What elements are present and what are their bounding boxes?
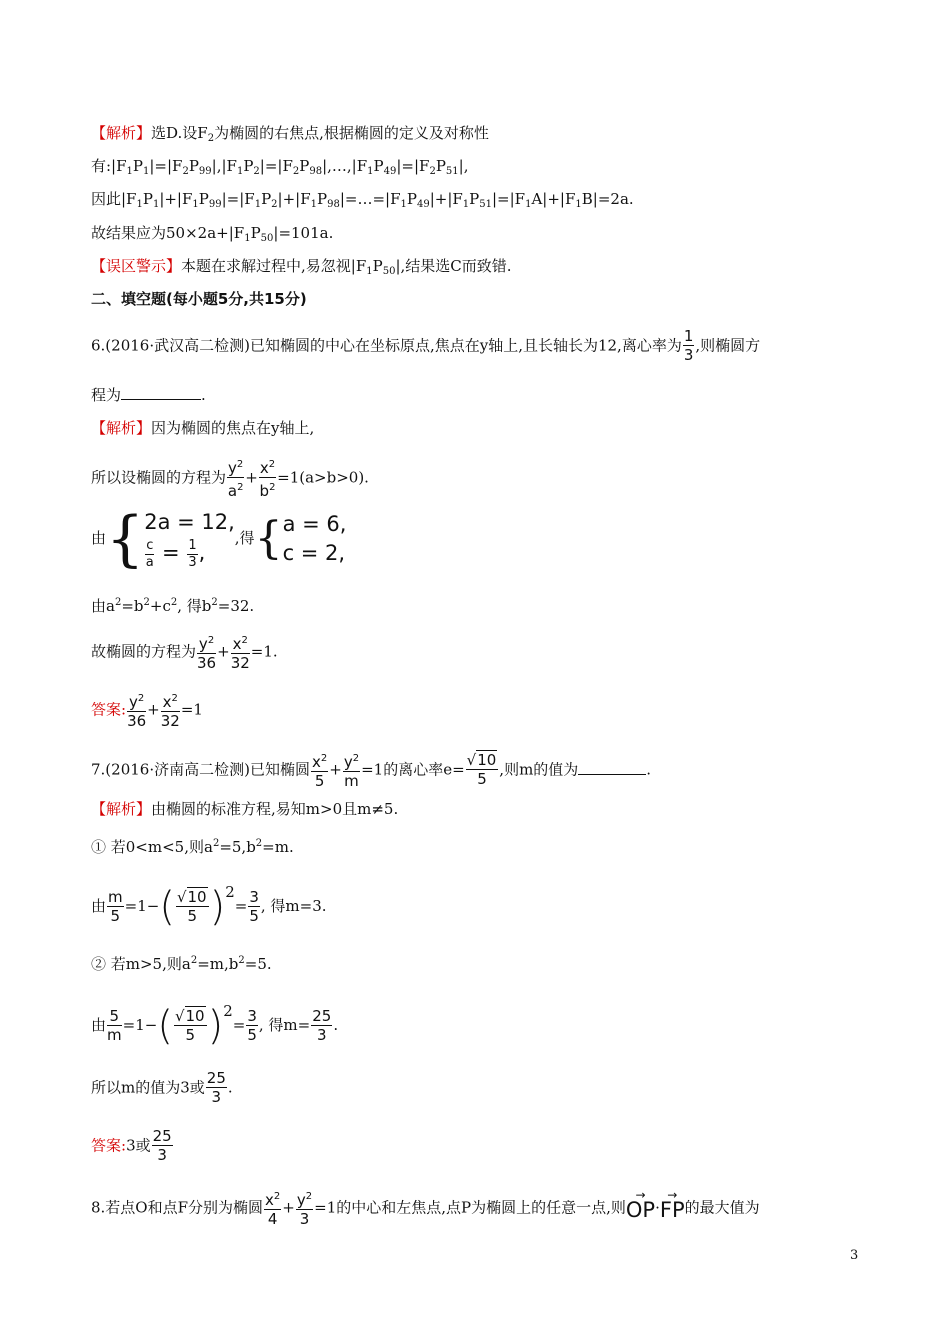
q7-case1-eq: 由 $\frac{m}{5}$ =1−( $\frac{√10}{5}$ )2= $\frac{3}{5}$ , 得m=3. xyxy=(91,883,327,930)
q5-analysis-line3: 因此$|F_1P_1|+|F_1P_{99}|=|F_1P_2|+|F_1P_{98}|=\dots=|F_1P_{49}|+|F_1P_{51}|=|F_1A|+|F_1B|=2a$. xyxy=(91,190,634,210)
vector-op: → OP xyxy=(625,1187,656,1222)
q6-stem: 6.(2016·武汉高二检测)已知椭圆的中心在坐标原点,焦点在y轴上,且长轴长为12,离心率为 $\frac{1}{3}$ ,则椭圆方 xyxy=(91,327,761,364)
q6-conclusion: 故椭圆的方程为 $\frac{y^2}{36}$ + $\frac{x^2}{32}$ =1. xyxy=(91,632,278,673)
q7-so: 所以m的值为3或 $\frac{25}{3}$ . xyxy=(91,1069,233,1106)
analysis-tag: 【解析】 xyxy=(91,124,152,142)
q6-answer: 答案: $\frac{y^2}{36}$ + $\frac{x^2}{32}$ =1 xyxy=(91,690,203,731)
q7-stem: 7.(2016·济南高二检测)已知椭圆 $\frac{x^2}{5}$ + $\frac{y^2}{m}$ =1的离心率e= $\frac{√10}{5}$ ,则m的值为 . xyxy=(91,751,652,790)
system-left: 2a = 12, $\frac{c}{a}$ = $\frac{1}{3}$ , xyxy=(144,510,235,570)
q7-case2-eq: 由 $\frac{5}{m}$ =1−( $\frac{√10}{5}$ )2= $\frac{3}{5}$ , 得m= $\frac{25}{3}$ . xyxy=(91,1002,339,1049)
q7-analysis: 【解析】由椭圆的标准方程,易知m>0且m≠5. xyxy=(91,800,399,818)
q6-derive: 由$a^2=b^2+c^2$, 得$b^2=32$. xyxy=(91,597,255,615)
fraction-x2-b2: $\frac{x^2}{b^2}$ xyxy=(259,456,276,501)
q7-case1: ① 若0<m<5,则$a^2=5,b^2=m$. xyxy=(91,838,294,856)
q5-analysis-line2: 有$:|F_1P_1|=|F_2P_{99}|,|F_1P_2|=|F_2P_{98}|,\dots,|F_1P_{49}|=|F_2P_{51}|$, xyxy=(91,157,469,177)
q5-warning: 【误区警示】本题在求解过程中,易忽视$|F_1P_{50}|$,结果选C而致错. xyxy=(91,257,512,277)
answer-blank[interactable] xyxy=(121,385,201,400)
system-right: a = 6, c = 2, xyxy=(282,512,347,565)
section-title: 二、填空题(每小题5分,共15分) xyxy=(91,290,307,308)
q6-system: 由{ 2a = 12, $\frac{c}{a}$ = $\frac{1}{3}$ , ,得{ a = 6, c = 2, xyxy=(91,504,347,574)
q7-case2: ② 若m>5,则$a^2=m,b^2=5$. xyxy=(91,955,272,973)
left-brace: { xyxy=(106,504,145,574)
q5-analysis-line1: 【解析】选D.设$F_2$为椭圆的右焦点,根据椭圆的定义及对称性 xyxy=(91,124,489,144)
q8-stem: 8.若点O和点F分别为椭圆 $\frac{x^2}{4}$ + $\frac{y^2}{3}$ =1的中心和左焦点,点P为椭圆上的任意一点,则 → OP · → FP 的最大值为 xyxy=(91,1187,760,1228)
fraction-one-third: $\frac{1}{3}$ xyxy=(683,327,694,364)
left-brace: { xyxy=(254,513,283,564)
q5-analysis-line4: 故结果应为$50\times 2a+|F_1P_{50}|=101a$. xyxy=(91,224,334,244)
fraction-y2-a2: $\frac{y^2}{a^2}$ xyxy=(227,456,244,501)
fraction-sqrt10-5: $\frac{√10}{5}$ xyxy=(466,751,497,788)
vector-fp: → FP xyxy=(659,1187,685,1222)
q6-analysis2: 所以设椭圆的方程为 $\frac{y^2}{a^2}$ + $\frac{x^2}{b^2}$ =1(a>b>0). xyxy=(91,456,369,501)
page-number: 3 xyxy=(850,1248,859,1263)
analysis-tag: 【解析】 xyxy=(91,419,152,437)
q6-stem-line2: 程为 . xyxy=(91,386,206,404)
q6-analysis1: 【解析】因为椭圆的焦点在y轴上, xyxy=(91,419,315,437)
answer-blank[interactable] xyxy=(578,760,646,775)
analysis-tag: 【解析】 xyxy=(91,800,152,818)
warning-tag: 【误区警示】 xyxy=(91,257,182,275)
q7-answer: 答案:3或 $\frac{25}{3}$ xyxy=(91,1127,172,1164)
